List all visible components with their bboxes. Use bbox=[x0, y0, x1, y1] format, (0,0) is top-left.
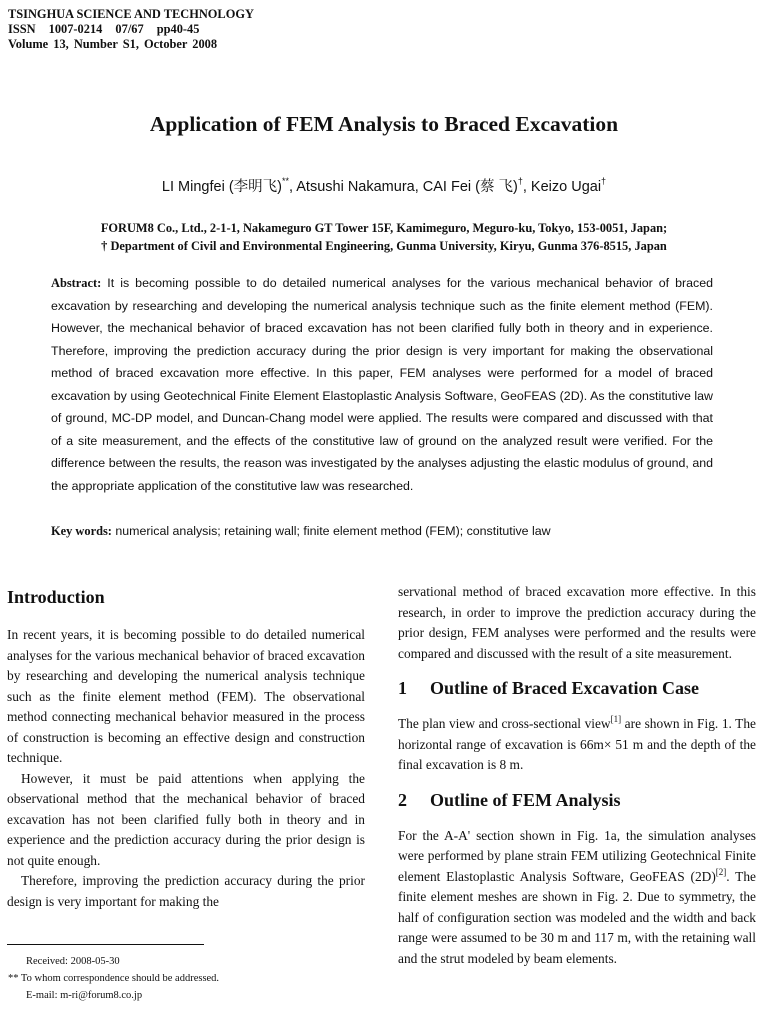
section-1-paragraph bbox=[398, 714, 756, 776]
right-column bbox=[398, 582, 756, 969]
journal-masthead bbox=[8, 7, 254, 52]
author-mark-1: ** bbox=[281, 176, 289, 186]
author-cai-fei: CAI Fei (蔡 飞) bbox=[422, 179, 518, 195]
section-2-title: Outline of FEM Analysis bbox=[430, 789, 621, 810]
correspondence-note: ** To whom correspondence should be addressed. bbox=[8, 973, 220, 984]
affiliations bbox=[0, 219, 768, 255]
footnote-divider bbox=[7, 944, 204, 945]
section-1-number: 1 bbox=[398, 678, 407, 698]
volume-line: Volume 13, Number S1, October 2008 bbox=[8, 37, 218, 51]
contact-email[interactable]: E-mail: m-ri@forum8.co.jp bbox=[26, 990, 143, 1001]
section-2-number: 2 bbox=[398, 789, 407, 810]
paper-title: Application of FEM Analysis to Braced Excavation bbox=[149, 112, 619, 136]
abstract-text: It is becoming possible to do detailed numerical analyses for the various mechanical behavior of braced excavation by researching and developing the numerical analysis technique such as the finite element method (FEM). However, the mechanical behavior of braced excavation has not been clarified fully both in theory and in experience. Therefore, improving the prediction accuracy during the prior design is very important for making the observational method of braced excavation more effective. In this paper, FEM analyses were performed for a model of braced excavation by using Geotechnical Finite Element Elastoplastic Analysis Software, GeoFEAS (2D). As the constitutive law of ground, MC-DP model, and Duncan-Chang model were applied. The results were compared and discussed with that of a site measurement, and the effects of the constitutive law of ground on the analyzed result were verified. For the difference between the results, the reason was investigated by the analyses adjusting the elastic modulus of ground, and the appropriate application of the constitutive law was researched. bbox=[51, 276, 713, 493]
author-list bbox=[0, 175, 768, 196]
footnotes bbox=[8, 953, 219, 1004]
affiliation-gunma: † Department of Civil and Environmental Engineering, Gunma University, Kiryu, Gunma 376-8515, Japan bbox=[101, 239, 667, 253]
author-separator-1: , Atsushi Nakamura, bbox=[289, 179, 423, 195]
abstract-label: Abstract: bbox=[51, 276, 102, 290]
author-mark-2: † bbox=[517, 176, 523, 186]
section-2-paragraph bbox=[398, 826, 756, 970]
section-1-heading bbox=[398, 676, 756, 700]
author-mark-3: † bbox=[601, 176, 607, 186]
author-separator-2: , Keizo Ugai bbox=[522, 179, 602, 195]
section-2-heading bbox=[398, 788, 756, 812]
intro-paragraph-3: Therefore, improving the prediction accuracy during the prior design is very important for making the bbox=[7, 873, 365, 909]
keywords-text: numerical analysis; retaining wall; finite element method (FEM); constitutive law bbox=[115, 524, 551, 538]
received-date: Received: 2008-05-30 bbox=[26, 956, 120, 967]
intro-paragraph-2: However, it must be paid attentions when applying the observational method that the mechanical behavior of braced excavation has not been clarified fully both in theory and in experience and the prediction accuracy during the prior design is not quite enough. bbox=[7, 770, 365, 868]
journal-name: TSINGHUA SCIENCE AND TECHNOLOGY bbox=[8, 7, 254, 21]
section-1-text-b: are shown in Fig. 1. The horizontal range of excavation is 66m× 51 m and the depth of the final excavation is 8 m. bbox=[398, 716, 756, 772]
issn-line: ISSN 1007-0214 07/67 pp40-45 bbox=[8, 22, 200, 36]
section-2-text-a: For the A-A' section shown in Fig. 1a, the simulation analyses were performed by plane strain FEM utilizing Geotechnical Finite element Elastoplastic Analysis Software, GeoFEAS (2D) bbox=[398, 827, 756, 884]
section-1-text-a: The plan view and cross-sectional view bbox=[398, 716, 611, 731]
affiliation-forum8: FORUM8 Co., Ltd., 2-1-1, Nakameguro GT Tower 15F, Kamimeguro, Meguro-ku, Tokyo, 153-0051, Japan; bbox=[100, 221, 668, 235]
introduction-heading: Introduction bbox=[7, 587, 105, 607]
left-column bbox=[7, 585, 365, 912]
citation-ref-2[interactable]: [2] bbox=[715, 866, 727, 877]
abstract bbox=[51, 272, 713, 497]
keywords bbox=[51, 524, 713, 539]
author-li-mingfei: LI Mingfei (李明飞) bbox=[161, 179, 282, 195]
intro-paragraph-3-continued: servational method of braced excavation more effective. In this research, in order to improve the prediction accuracy during the prior design, FEM analyses were performed and the results were compared and discussed with the result of a site measurement. bbox=[398, 584, 756, 661]
section-2-text-b: . The finite element meshes are shown in Fig. 2. Due to symmetry, the half of configuration section was modeled and the width and back range were assumed to be 30 m and 117 m, with the retaining wall and the strut modeled by beam elements. bbox=[398, 868, 756, 966]
intro-paragraph-1: In recent years, it is becoming possible to do detailed numerical analyses for the various mechanical behavior of braced excavation by researching and developing the numerical analysis technique such as the finite element method (FEM). The observational method connecting mechanical behavior measured in the process of construction is becoming an effective design and construction technique. bbox=[7, 627, 365, 765]
keywords-label: Key words: bbox=[51, 524, 112, 538]
section-1-title: Outline of Braced Excavation Case bbox=[430, 678, 699, 698]
citation-ref-1[interactable]: [1] bbox=[610, 714, 622, 724]
